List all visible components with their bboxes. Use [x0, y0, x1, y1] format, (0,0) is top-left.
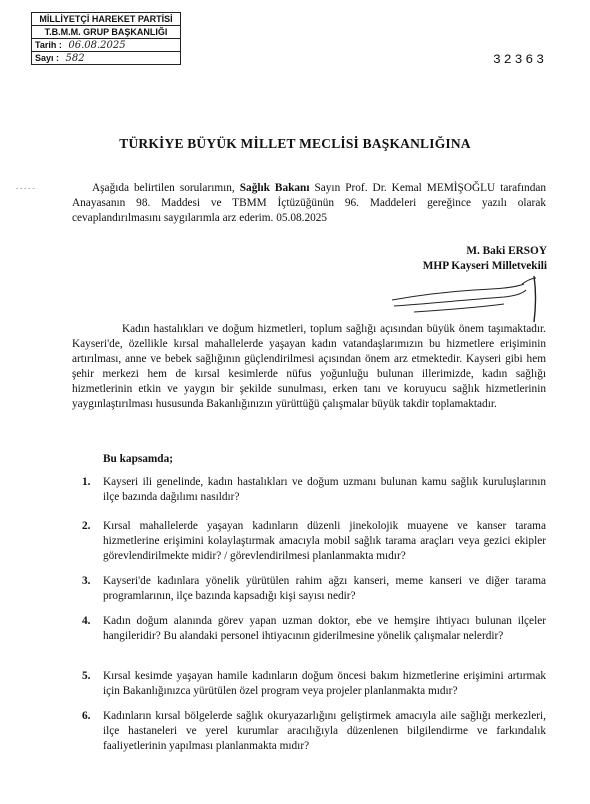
- body-text: Kadın hastalıkları ve doğum hizmetleri, toplum sağlığı açısından büyük önem taşımaktadır. Kayseri'de, özellikle kırsal mahallelerde yaşayan kadın vatandaşlarımızın bu hizmetlere erişiminin artırılması, anne ve bebek sağlığının güçlendirilmesi açısından önem arz etmektedir. Kayseri gibi hem şehir merkezi hem de kırsal kesimlerde nüfus yoğunluğu bulunan illerimizde, kadın sağlığı hizmetlerinin etkin ve yaygın bir şekilde sunulması, erken tanı ve koruyucu sağlık hizmetlerinin yaygınlaştırılması hususunda Bakanlığınızın yürüttüğü çalışmalar büyük takdir toplamaktadır.: [72, 323, 546, 410]
- signature-block: [423, 244, 547, 273]
- stamp-date-value: 06.08.2025: [68, 40, 126, 51]
- question-text: Kadın doğum alanında görev yapan uzman doktor, ebe ve hemşire ihtiyacı bulunan ilçeler hangileridir? Bu alandaki personel ihtiyacının giderilmesine yönelik çalışmalar nelerdir?: [103, 615, 546, 642]
- signer-name: M. Baki ERSOY: [466, 245, 547, 257]
- question-number: 6.: [82, 710, 91, 722]
- question-item: [82, 709, 546, 754]
- stamp-number-label: Sayı :: [35, 53, 60, 63]
- intro-paragraph: [72, 181, 546, 226]
- question-item: [82, 574, 546, 604]
- stamp-number-value: 582: [65, 53, 85, 64]
- question-text: Kırsal kesimde yaşayan hamile kadınların doğum öncesi bakım hizmetlerine erişimini artırmak için Bakanlığınızca yürütülen özel program veya projeler planlanmakta mıdır?: [103, 670, 546, 697]
- party-stamp: [31, 12, 181, 65]
- intro-text-2: Sayın Prof. Dr. Kemal MEMİŞOĞLU tarafından Anayasanın 98. Maddesi ve TBMM İçtüzüğünün 96. Maddeleri gereğince yazılı olarak cevaplandırılmasını saygılarımla arz ederim. 05.08.2025: [72, 182, 547, 224]
- stamp-number-row: [32, 52, 180, 64]
- document-number: 32363: [492, 52, 547, 67]
- question-number: 3.: [82, 575, 91, 587]
- question-text: Kırsal mahallelerde yaşayan kadınların düzenli jinekolojik muayene ve kanser tarama hizmetlerine erişimini kolaylaştırmak amacıyla mobil sağlık tarama araçları veya gezici ekipler görevlendirilmekte midir? / görevlendirilmesi planlanmakta mıdır?: [103, 520, 546, 562]
- stamp-date-row: [32, 39, 180, 52]
- question-text: Kayseri ili genelinde, kadın hastalıkları ve doğum uzmanı bulunan kamu sağlık kuruluşlarının ilçe bazında dağılımı nasıldır?: [103, 476, 546, 503]
- question-text: Kadınların kırsal bölgelerde sağlık okuryazarlığını geliştirmek amacıyla aile sağlığı merkezleri, ilçe hastaneleri ve yerel kurumlar aracılığıyla düzenlenen bilgilendirme ve farkındalık faaliyetlerinin yapılması planlanmakta mıdır?: [103, 710, 546, 752]
- stamp-line-2: T.B.M.M. GRUP BAŞKANLIĞI: [32, 26, 180, 39]
- question-number: 5.: [82, 670, 91, 682]
- question-item: [82, 475, 546, 505]
- question-item: [82, 519, 546, 564]
- intro-text-1: Aşağıda belirtilen sorularımın,: [92, 182, 240, 194]
- signer-role: MHP Kayseri Milletvekili: [422, 259, 547, 272]
- minister-name: Sağlık Bakanı: [239, 182, 310, 194]
- scope-heading: Bu kapsamda;: [103, 453, 174, 465]
- handwritten-signature: [384, 270, 554, 328]
- page-title: TÜRKİYE BÜYÜK MİLLET MECLİSİ BAŞKANLIĞINA: [119, 136, 471, 151]
- question-item: [82, 614, 546, 644]
- question-item: [82, 669, 546, 699]
- question-number: 1.: [82, 476, 91, 488]
- stamp-line-1: MİLLİYETÇİ HAREKET PARTİSİ: [32, 13, 180, 26]
- question-text: Kayseri'de kadınlara yönelik yürütülen rahim ağzı kanseri, meme kanseri ve diğer tarama programlarının, ilçe bazında kapsadığı kişi sayısı nedir?: [103, 575, 546, 602]
- stamp-date-label: Tarih :: [35, 40, 62, 50]
- body-paragraph: [72, 322, 546, 412]
- question-number: 2.: [82, 520, 91, 532]
- question-number: 4.: [82, 615, 91, 627]
- margin-mark: - - - - -: [16, 184, 35, 192]
